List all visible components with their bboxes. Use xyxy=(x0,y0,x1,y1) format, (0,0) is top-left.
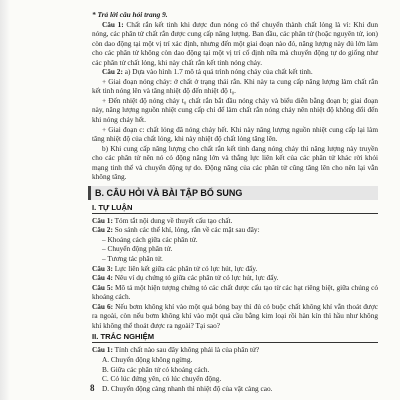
question-2-item: – Khoảng cách giữa các phân tử. xyxy=(102,234,198,244)
question-2-label: Câu 2: xyxy=(92,225,113,235)
answer-2-stage-c: + Giai đoạn c: chất lỏng đã nóng chảy hết. Khi này năng lượng nguồn nhiệt cung cấp lại làm tăng nhiệt độ của chất lỏng, khi này nhiệt độ chất lỏng tăng lên. xyxy=(92,124,378,144)
part-2-heading: II. TRẮC NGHIỆM xyxy=(92,332,378,343)
answer-1-text: Chất rắn kết tinh khi được đun nóng có thể chuyển thành chất lỏng là vì: Khi đun nóng, các phân tử chất rắn được cung cấp năng lượng. Ban đầu, các phân tử (hoặc nguyên tử, ion) còn dao động tại một vị trí xác định, nhưng đến một giai đoạn nào đó, năng lượng này đủ lớn làm cho các phân tử không còn dao động tại một vị trí cố định nữa mà chuyển động tự do giống như các phân tử chất lỏng, khi này chất rắn kết tinh nóng chảy. xyxy=(92,19,378,67)
question-6-text: Nếu bơm không khí vào một quả bóng bay thì đủ có buộc chất không khí vẫn thoát được ra ngoài, còn nếu bơm không khí vào một quả cầu bằng kim loại rồi hàn kín thì hầu như không khí không thể thoát được ra ngoài? Tại sao? xyxy=(92,301,378,330)
question-6-label: Câu 6: xyxy=(92,301,114,311)
answer-2-stage-a: + Giai đoạn nóng chảy: ở chất ở trạng thái rắn. Khi này ta cung cấp năng lượng làm chất rắn kết tinh nóng lên và tăng nhiệt độ đến nhiệt độ t₀. xyxy=(92,76,378,96)
question-3 xyxy=(92,264,378,274)
mcq-option: B. Giữa các phân tử có khoảng cách. xyxy=(102,364,210,374)
answer-1 xyxy=(92,20,378,68)
question-5 xyxy=(92,283,378,302)
mcq-option: A. Chuyển động không ngừng. xyxy=(102,354,193,364)
part-1-heading: I. TỰ LUẬN xyxy=(92,203,378,214)
question-1-label: Câu 1: xyxy=(92,215,113,225)
question-3-text: Lực liên kết giữa các phân tử có lực hút, lực đẩy. xyxy=(112,263,258,273)
answers-heading: * Trả lời câu hỏi trang 9. xyxy=(92,10,168,19)
question-2-item: – Chuyển động phân tử. xyxy=(102,244,173,254)
mcq-1 xyxy=(92,345,378,355)
answer-2-label: Câu 2: xyxy=(102,67,123,77)
question-1 xyxy=(92,216,378,226)
page-gutter-shadow xyxy=(0,0,10,400)
page-number: 8 xyxy=(90,383,95,393)
question-2-text: So sánh các thể khí, lỏng, rắn về các mặt sau đây: xyxy=(112,225,260,235)
question-4-text: Nêu ví dụ chứng tỏ giữa các phân tử có lực hút, lực đẩy. xyxy=(112,273,279,283)
answer-2-part-b: b) Khi cung cấp năng lượng cho chất rắn kết tinh đang nóng chảy thì năng lượng này truyền cho các phân tử nên nó có động năng lớn và thắng lực liên kết của các phân tử khác rời khỏi mạng tinh thể và chuyển động tự do. Động năng của các phân tử cũng tăng lên cho nên lại vẫn không tăng. xyxy=(92,143,378,182)
question-1-text: Tóm tắt nội dung về thuyết cấu tạo chất. xyxy=(112,215,233,225)
mcq-1-text: Tính chất nào sau đây không phải là của phân tử? xyxy=(112,345,260,355)
section-b-heading: B. CÂU HỎI VÀ BÀI TẬP BỔ SUNG xyxy=(88,186,378,200)
question-4-label: Câu 4: xyxy=(92,273,113,283)
answer-1-label: Câu 1: xyxy=(102,19,124,29)
answer-2-stage-b: + Đến nhiệt độ nóng chảy t₀ chất rắn bắt đầu nóng chảy và biểu diễn bằng đoạn b; giai đoạn này, năng lượng nguồn nhiệt cung cấp chỉ để làm chất rắn nóng chảy nên nhiệt độ không đổi đến khi nóng chảy hết. xyxy=(92,95,378,125)
question-5-text: Mô tả một hiện tượng chứng tỏ các chất được cấu tạo từ các hạt riêng biệt, giữa chúng có khoảng cách. xyxy=(92,282,378,302)
answer-2 xyxy=(92,67,378,77)
mcq-option: C. Có lúc đứng yên, có lúc chuyển động. xyxy=(102,374,222,384)
question-2-item: – Tương tác phân tử. xyxy=(102,254,163,264)
question-6 xyxy=(92,302,378,331)
question-5-label: Câu 5: xyxy=(92,282,114,292)
mcq-1-label: Câu 1: xyxy=(92,345,113,355)
question-3-label: Câu 3: xyxy=(92,263,113,273)
question-2 xyxy=(92,225,378,235)
question-4 xyxy=(92,273,378,283)
page-content xyxy=(92,10,378,393)
mcq-option: D. Chuyển động càng nhanh thì nhiệt độ của vật càng cao. xyxy=(102,383,273,393)
answer-2-text: a) Dựa vào hình 1.7 mô tả quá trình nóng chảy của chất kết tinh. xyxy=(122,67,313,77)
